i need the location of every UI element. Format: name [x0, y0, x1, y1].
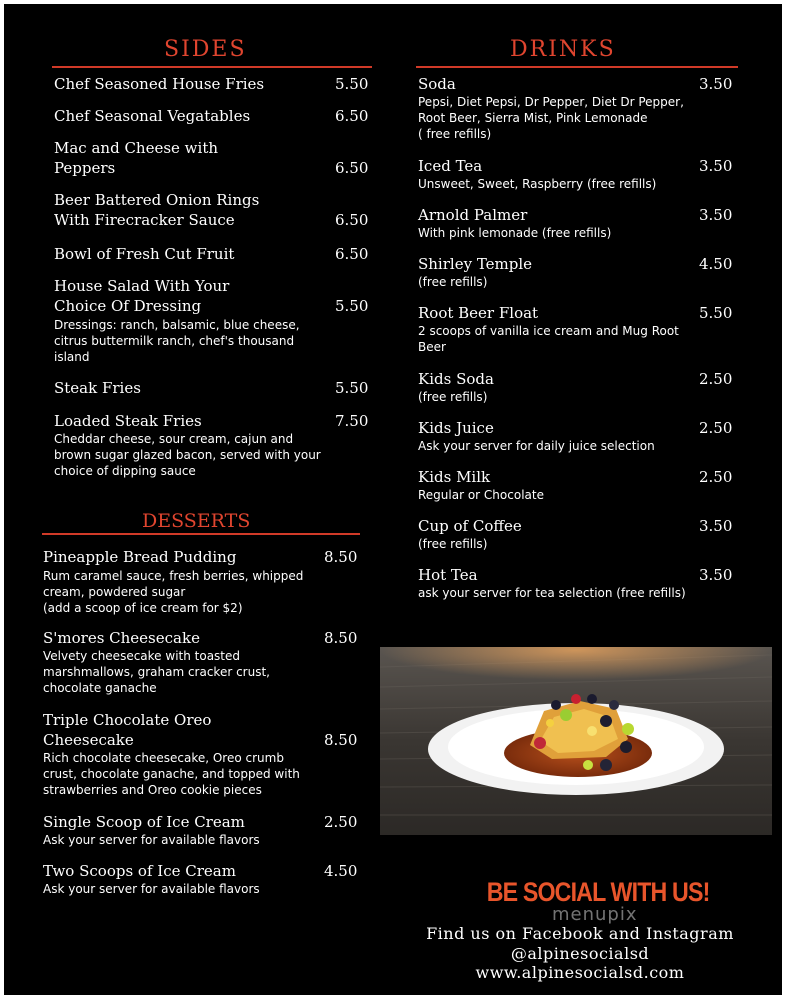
- item-name: Shirley Temple: [418, 255, 533, 273]
- item-description: (free refills): [418, 537, 488, 551]
- item-description: Rich chocolate cheesecake, Oreo crumb crust, chocolate ganache, and topped with strawberries and Oreo cookie pieces: [43, 751, 300, 797]
- item-price: 4.50: [699, 255, 733, 273]
- item-description: Cheddar cheese, sour cream, cajun and brown sugar glazed bacon, served with your choice of dipping sauce: [54, 432, 321, 478]
- sides-rule: [52, 66, 372, 68]
- item-price: 6.50: [335, 211, 369, 229]
- item-description: (free refills): [418, 275, 488, 289]
- item-name: Two Scoops of Ice Cream: [43, 862, 236, 880]
- item-name: Kids Soda: [418, 370, 494, 388]
- item-description: Dressings: ranch, balsamic, blue cheese, citrus buttermilk ranch, chef's thousand island: [54, 318, 300, 364]
- item-price: 3.50: [699, 75, 733, 93]
- desserts-rule: [42, 533, 360, 535]
- item-name: Hot Tea: [418, 566, 478, 584]
- item-name: Iced Tea: [418, 157, 483, 175]
- bread-pudding-image: [380, 647, 772, 835]
- item-description: 2 scoops of vanilla ice cream and Mug Root Beer: [418, 324, 679, 354]
- item-price: 6.50: [335, 159, 369, 177]
- item-name: Chef Seasonal Vegatables: [54, 107, 251, 125]
- item-name: Bowl of Fresh Cut Fruit: [54, 245, 235, 263]
- drinks-heading: DRINKS: [510, 37, 616, 62]
- item-description: Pepsi, Diet Pepsi, Dr Pepper, Diet Dr Pepper, Root Beer, Sierra Mist, Pink Lemonade ( free refills): [418, 95, 684, 141]
- item-description: Ask your server for available flavors: [43, 882, 260, 896]
- item-price: 3.50: [699, 206, 733, 224]
- item-description: Ask your server for daily juice selection: [418, 439, 655, 453]
- item-name: House Salad With Your Choice Of Dressing: [54, 277, 230, 315]
- sides-heading: SIDES: [164, 37, 247, 62]
- social-handle: @alpinesocialsd: [510, 944, 650, 963]
- item-price: 6.50: [335, 107, 369, 125]
- item-name: Loaded Steak Fries: [54, 412, 202, 430]
- item-price: 2.50: [699, 370, 733, 388]
- website-link[interactable]: www.alpinesocialsd.com: [475, 963, 685, 982]
- desserts-heading: DESSERTS: [142, 510, 251, 532]
- item-price: 3.50: [699, 157, 733, 175]
- item-name: Chef Seasoned House Fries: [54, 75, 265, 93]
- item-name: Cup of Coffee: [418, 517, 522, 535]
- item-price: 4.50: [324, 862, 358, 880]
- item-price: 2.50: [324, 813, 358, 831]
- item-description: Rum caramel sauce, fresh berries, whipped cream, powdered sugar (add a scoop of ice cream for $2): [43, 569, 304, 615]
- item-price: 5.50: [335, 379, 369, 397]
- item-price: 5.50: [335, 75, 369, 93]
- item-price: 5.50: [335, 297, 369, 315]
- item-name: S'mores Cheesecake: [43, 629, 200, 647]
- item-price: 8.50: [324, 731, 358, 749]
- social-title: BE SOCIAL WITH US!: [486, 877, 710, 907]
- item-description: (free refills): [418, 390, 488, 404]
- menupix-watermark: menupix: [552, 904, 638, 925]
- item-description: Regular or Chocolate: [418, 488, 544, 502]
- item-price: 2.50: [699, 419, 733, 437]
- item-name: Mac and Cheese with Peppers: [54, 139, 219, 177]
- item-name: Beer Battered Onion Rings With Firecracker Sauce: [54, 191, 260, 229]
- item-name: Triple Chocolate Oreo Cheesecake: [43, 711, 212, 749]
- social-line-1: Find us on Facebook and Instagram: [426, 924, 734, 943]
- item-description: Unsweet, Sweet, Raspberry (free refills): [418, 177, 657, 191]
- item-name: Kids Juice: [418, 419, 494, 437]
- menu-page: [4, 4, 782, 995]
- item-name: Root Beer Float: [418, 304, 539, 322]
- item-description: With pink lemonade (free refills): [418, 226, 612, 240]
- item-price: 8.50: [324, 548, 358, 566]
- item-description: Ask your server for available flavors: [43, 833, 260, 847]
- item-name: Pineapple Bread Pudding: [43, 548, 237, 566]
- item-description: Velvety cheesecake with toasted marshmallows, graham cracker crust, chocolate ganache: [43, 649, 270, 695]
- item-price: 3.50: [699, 517, 733, 535]
- dessert-photo: [380, 647, 772, 835]
- item-price: 5.50: [699, 304, 733, 322]
- item-price: 6.50: [335, 245, 369, 263]
- drinks-rule: [416, 66, 738, 68]
- item-name: Steak Fries: [54, 379, 141, 397]
- item-name: Arnold Palmer: [418, 206, 528, 224]
- item-name: Kids Milk: [418, 468, 491, 486]
- item-price: 8.50: [324, 629, 358, 647]
- item-name: Single Scoop of Ice Cream: [43, 813, 245, 831]
- item-price: 7.50: [335, 412, 369, 430]
- item-name: Soda: [418, 75, 456, 93]
- item-description: ask your server for tea selection (free refills): [418, 586, 686, 600]
- item-price: 3.50: [699, 566, 733, 584]
- item-price: 2.50: [699, 468, 733, 486]
